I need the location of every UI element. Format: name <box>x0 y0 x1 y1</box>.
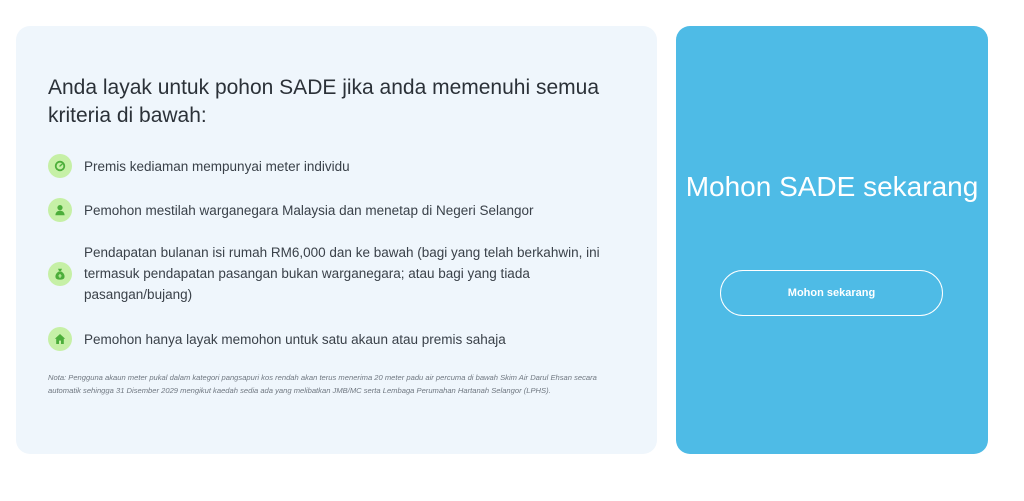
criteria-heading: Anda layak untuk pohon SADE jika anda memenuhi semua kriteria di bawah: <box>48 76 600 127</box>
eligibility-criteria-card <box>16 26 657 454</box>
home-icon <box>48 327 72 351</box>
criteria-item-text: Pendapatan bulanan isi rumah RM6,000 dan ke bawah (bagi yang telah berkahwin, ini termasuk pendapatan pasangan bukan warganegara; atau bagi yang tiada pasangan/bujang) <box>84 245 600 302</box>
criteria-item-single-account <box>48 327 625 351</box>
criteria-list <box>48 154 625 351</box>
meter-gauge-icon <box>48 154 72 178</box>
criteria-item-income <box>48 242 625 305</box>
apply-heading: Mohon SADE sekarang <box>685 171 979 202</box>
bulk-meter-note: Nota: Pengguna akaun meter pukal dalam kategori pangsapuri kos rendah akan terus menerima 20 meter padu air percuma di bawah Skim Air Darul Ehsan secara automatik sehingga 31 Disember 2029 mengikut kaedah sedia ada yang melibatkan JMB/MC serta Lembaga Perumahan Hartanah Selangor (LPHS). <box>48 373 597 395</box>
criteria-item-text: Pemohon mestilah warganegara Malaysia dan menetap di Negeri Selangor <box>84 202 534 218</box>
criteria-item-citizen <box>48 198 625 222</box>
person-icon <box>48 198 72 222</box>
criteria-item-text: Pemohon hanya layak memohon untuk satu akaun atau premis sahaja <box>84 331 506 347</box>
criteria-item-meter <box>48 154 625 178</box>
criteria-item-text: Premis kediaman mempunyai meter individu <box>84 158 350 174</box>
apply-card <box>676 26 988 454</box>
money-bag-icon <box>48 262 72 286</box>
apply-now-button[interactable]: Mohon sekarang <box>720 270 943 316</box>
